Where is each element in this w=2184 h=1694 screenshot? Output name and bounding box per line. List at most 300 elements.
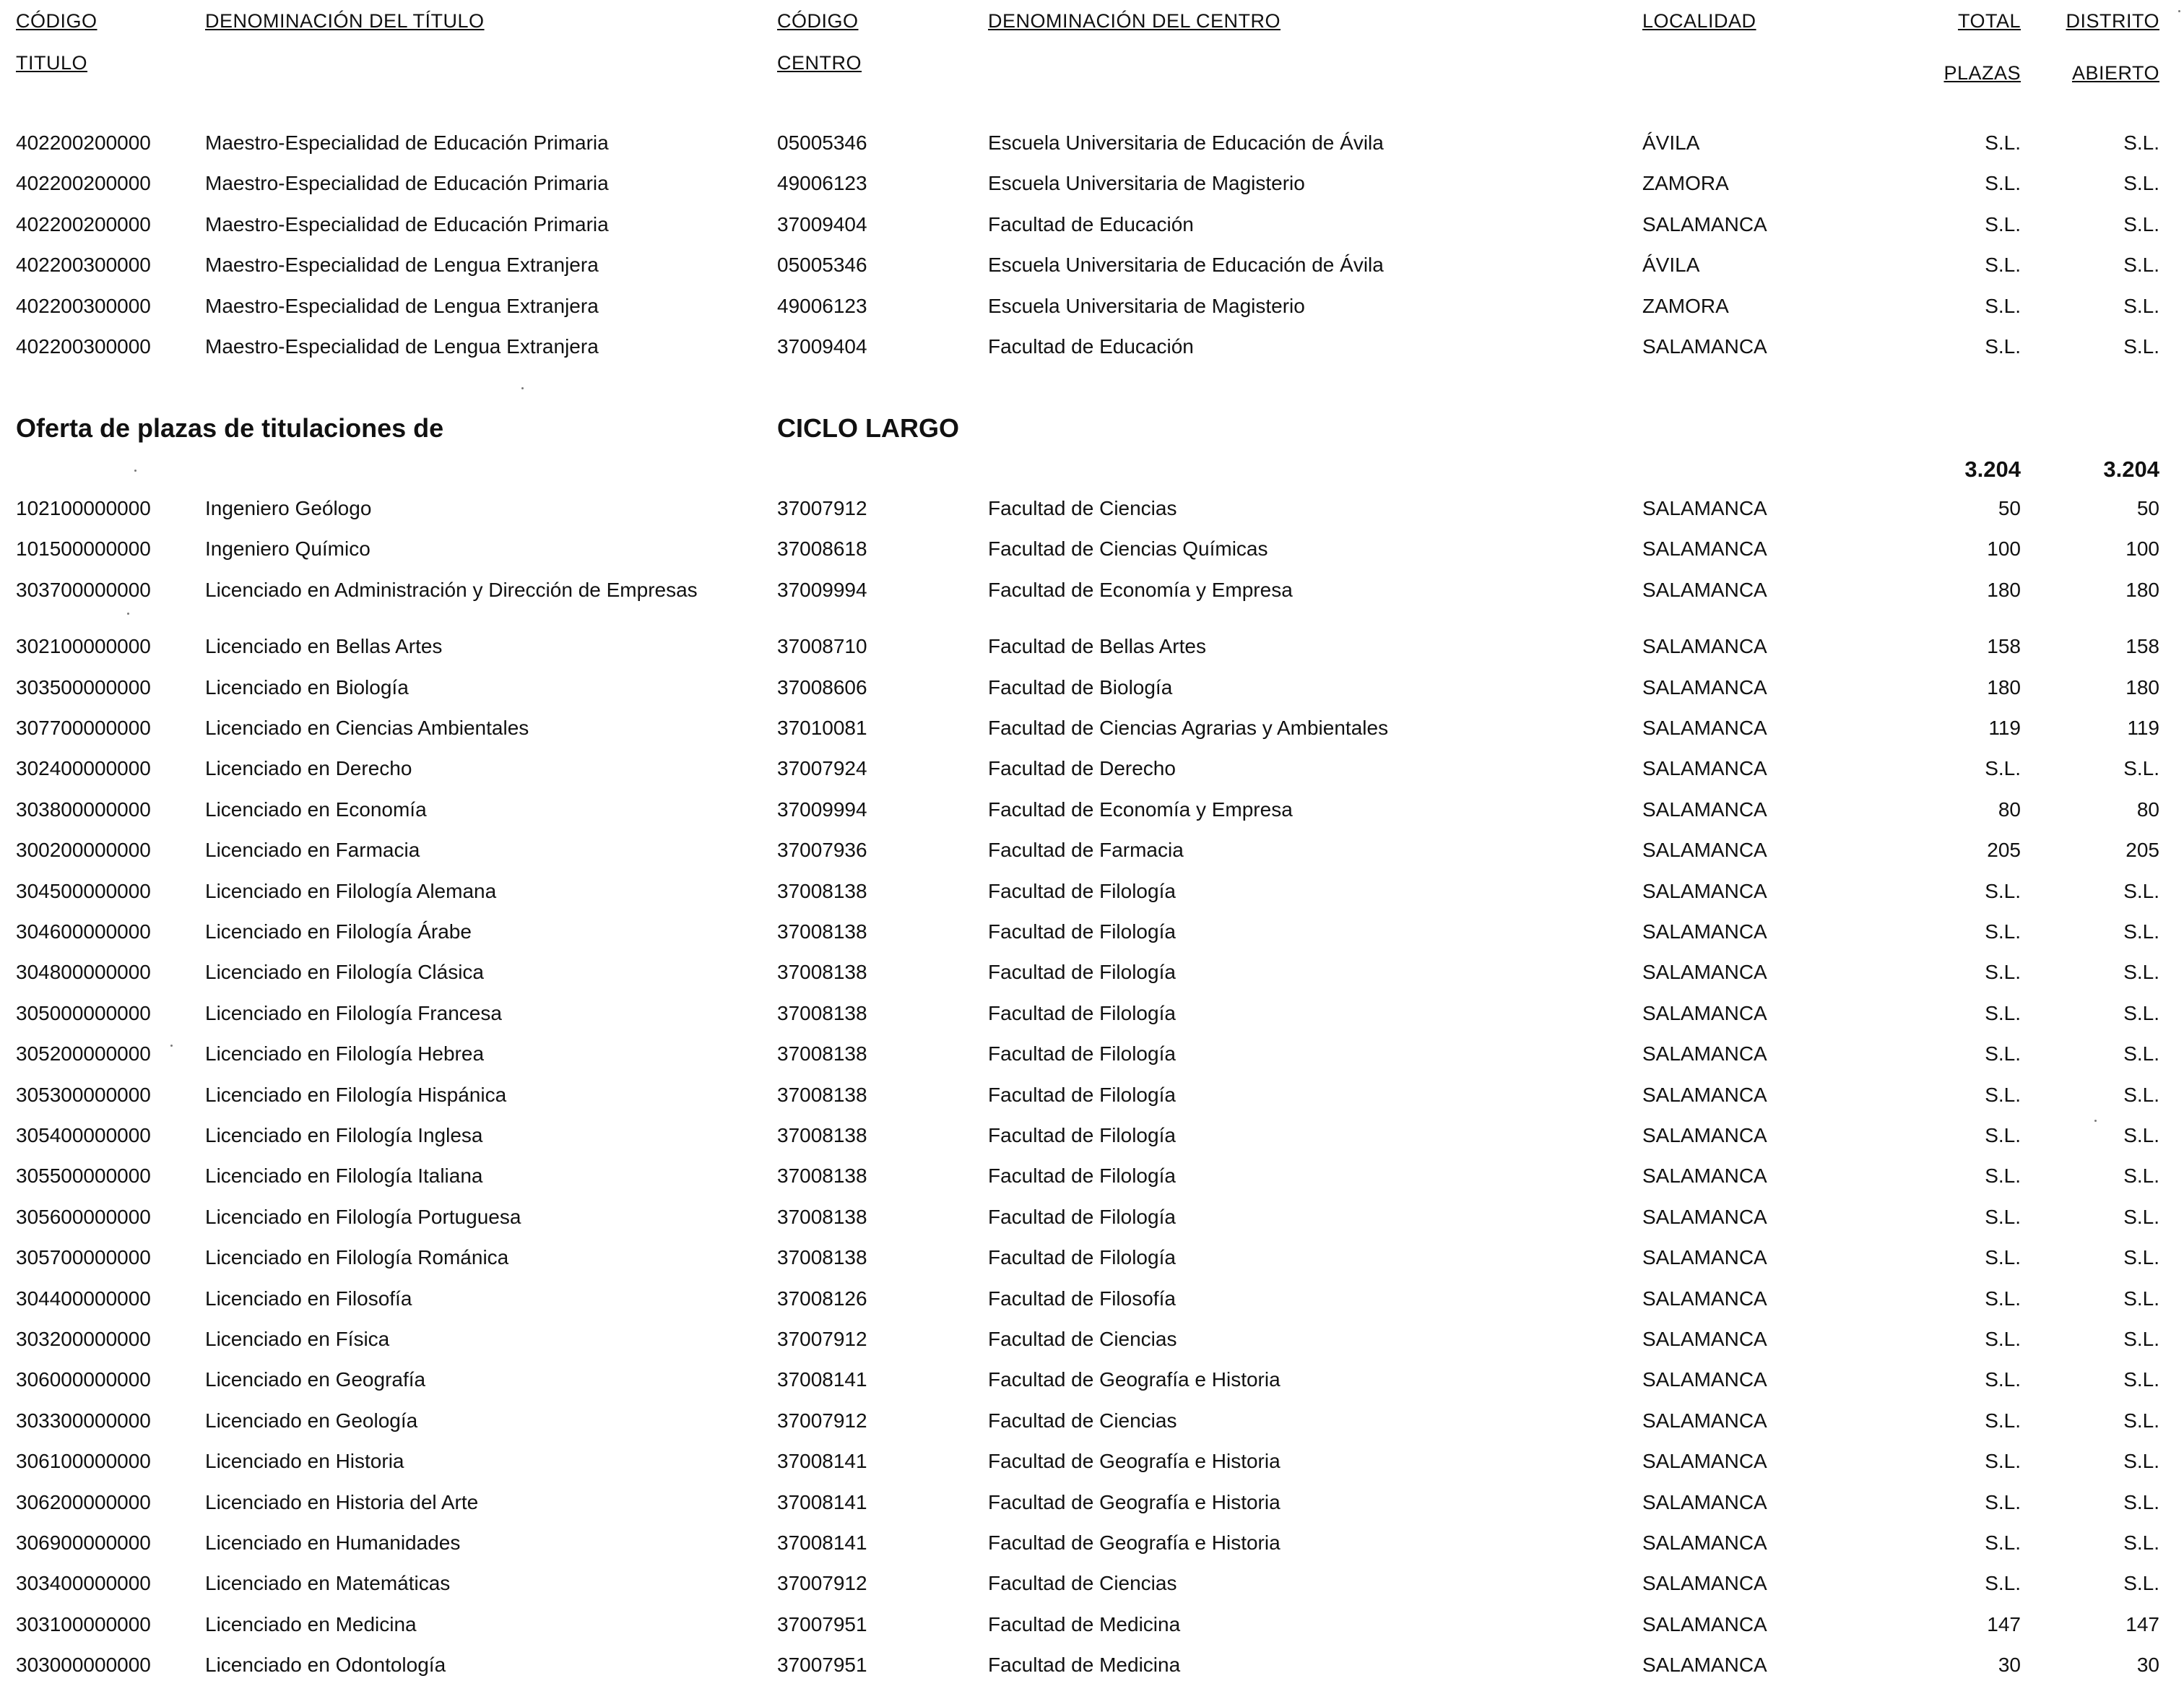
cell-total-plazas: S.L. [1985, 1205, 2021, 1228]
cell-codigo-titulo: 305500000000 [16, 1164, 151, 1188]
cell-codigo-centro: 37008138 [777, 920, 867, 943]
cell-denominacion-titulo: Licenciado en Filología Románica [205, 1246, 509, 1269]
cell-denominacion-centro: Facultad de Ciencias [988, 1409, 1177, 1432]
cell-localidad: SALAMANCA [1642, 717, 1767, 739]
cell-codigo-centro: 05005346 [777, 131, 867, 154]
cell-localidad: ÁVILA [1642, 254, 1700, 277]
cell-distrito-abierto: S.L. [2123, 1450, 2159, 1473]
cell-codigo-centro: 37008141 [777, 1490, 867, 1513]
cell-total-plazas: S.L. [1985, 1287, 2021, 1310]
scan-speck [2094, 1120, 2097, 1122]
cell-denominacion-centro: Facultad de Filología [988, 1246, 1176, 1269]
cell-localidad: SALAMANCA [1642, 1368, 1767, 1391]
cell-localidad: SALAMANCA [1642, 212, 1767, 235]
table-row [0, 169, 2184, 204]
cell-denominacion-titulo: Licenciado en Odontología [205, 1654, 446, 1677]
cell-codigo-titulo: 306200000000 [16, 1490, 151, 1513]
cell-codigo-titulo: 305700000000 [16, 1246, 151, 1269]
cell-denominacion-centro: Escuela Universitaria de Magisterio [988, 294, 1305, 317]
cell-total-plazas: S.L. [1985, 1450, 2021, 1473]
cell-localidad: SALAMANCA [1642, 1409, 1767, 1432]
table-row [0, 210, 2184, 245]
cell-localidad: SALAMANCA [1642, 1572, 1767, 1595]
cell-denominacion-titulo: Ingeniero Químico [205, 537, 370, 561]
header-codigo-titulo-line1: CÓDIGO [16, 10, 98, 32]
table-row [0, 1651, 2184, 1685]
cell-codigo-centro: 37010081 [777, 717, 867, 739]
cell-codigo-titulo: 303400000000 [16, 1572, 151, 1595]
cell-distrito-abierto: 30 [2136, 1654, 2159, 1677]
cell-total-plazas: S.L. [1985, 1001, 2021, 1024]
cell-localidad: SALAMANCA [1642, 1001, 1767, 1024]
cell-localidad: SALAMANCA [1642, 497, 1767, 519]
cell-localidad: SALAMANCA [1642, 1083, 1767, 1106]
table-row [0, 129, 2184, 163]
cell-distrito-abierto: S.L. [2123, 1205, 2159, 1228]
cell-codigo-titulo: 305600000000 [16, 1205, 151, 1228]
scan-speck [2178, 10, 2180, 12]
header-codigo-centro-line2: CENTRO [777, 52, 862, 74]
total-plazas-value: 3.204 [1964, 457, 2021, 482]
table-row [0, 332, 2184, 367]
cell-distrito-abierto: 180 [2126, 578, 2159, 601]
cell-codigo-titulo: 303000000000 [16, 1654, 151, 1677]
cell-denominacion-centro: Facultad de Filología [988, 1164, 1176, 1188]
cell-denominacion-titulo: Licenciado en Derecho [205, 757, 412, 780]
cell-codigo-centro: 37008138 [777, 1124, 867, 1146]
cell-codigo-centro: 37007912 [777, 1572, 867, 1595]
cell-denominacion-centro: Facultad de Economía y Empresa [988, 578, 1293, 601]
cell-denominacion-titulo: Licenciado en Geografía [205, 1368, 426, 1391]
cell-codigo-titulo: 304500000000 [16, 879, 151, 902]
cell-distrito-abierto: S.L. [2123, 1328, 2159, 1350]
cell-distrito-abierto: 147 [2126, 1612, 2159, 1635]
cell-distrito-abierto: S.L. [2123, 1164, 2159, 1188]
cell-codigo-centro: 37007912 [777, 497, 867, 519]
table-row [0, 1081, 2184, 1115]
cell-codigo-centro: 37007936 [777, 839, 867, 862]
cell-codigo-titulo: 402200300000 [16, 335, 151, 358]
cell-codigo-titulo: 304400000000 [16, 1287, 151, 1310]
cell-denominacion-centro: Facultad de Filología [988, 1083, 1176, 1106]
cell-codigo-centro: 37009404 [777, 212, 867, 235]
cell-denominacion-centro: Escuela Universitaria de Educación de Ávila [988, 254, 1384, 277]
cell-total-plazas: S.L. [1985, 1368, 2021, 1391]
cell-denominacion-centro: Facultad de Bellas Artes [988, 635, 1206, 658]
cell-distrito-abierto: S.L. [2123, 212, 2159, 235]
cell-codigo-centro: 37008138 [777, 1205, 867, 1228]
cell-codigo-centro: 37008138 [777, 1164, 867, 1188]
cell-codigo-titulo: 304600000000 [16, 920, 151, 943]
cell-localidad: SALAMANCA [1642, 879, 1767, 902]
cell-total-plazas: S.L. [1985, 920, 2021, 943]
cell-codigo-titulo: 303300000000 [16, 1409, 151, 1432]
cell-denominacion-centro: Facultad de Biología [988, 675, 1173, 699]
header-denominacion-titulo: DENOMINACIÓN DEL TÍTULO [205, 10, 485, 32]
table-row [0, 877, 2184, 912]
cell-codigo-centro: 37008606 [777, 675, 867, 699]
cell-localidad: SALAMANCA [1642, 635, 1767, 658]
cell-codigo-titulo: 402200200000 [16, 172, 151, 195]
cell-total-plazas: S.L. [1985, 1164, 2021, 1188]
cell-codigo-centro: 37008138 [777, 1246, 867, 1269]
cell-codigo-titulo: 303200000000 [16, 1328, 151, 1350]
cell-total-plazas: 119 [1988, 717, 2021, 739]
cell-localidad: ZAMORA [1642, 294, 1729, 317]
cell-localidad: SALAMANCA [1642, 1164, 1767, 1188]
cell-codigo-titulo: 302400000000 [16, 757, 151, 780]
table-row [0, 1406, 2184, 1441]
cell-localidad: SALAMANCA [1642, 1124, 1767, 1146]
cell-localidad: SALAMANCA [1642, 1042, 1767, 1066]
cell-total-plazas: S.L. [1985, 294, 2021, 317]
cell-total-plazas: 180 [1987, 578, 2021, 601]
cell-codigo-titulo: 101500000000 [16, 537, 151, 561]
section-heading [0, 413, 2184, 449]
cell-denominacion-titulo: Licenciado en Filosofía [205, 1287, 412, 1310]
cell-distrito-abierto: S.L. [2123, 172, 2159, 195]
section-title-left: Oferta de plazas de titulaciones de [16, 413, 444, 443]
table-row [0, 1203, 2184, 1237]
cell-total-plazas: S.L. [1985, 254, 2021, 277]
cell-distrito-abierto: S.L. [2123, 1287, 2159, 1310]
cell-denominacion-centro: Facultad de Ciencias Agrarias y Ambientales [988, 717, 1389, 739]
cell-localidad: SALAMANCA [1642, 1246, 1767, 1269]
cell-denominacion-titulo: Maestro-Especialidad de Educación Primaria [205, 172, 609, 195]
cell-localidad: SALAMANCA [1642, 1531, 1767, 1554]
cell-total-plazas: S.L. [1985, 1246, 2021, 1269]
cell-codigo-titulo: 304800000000 [16, 961, 151, 984]
cell-denominacion-centro: Facultad de Filología [988, 961, 1176, 984]
cell-denominacion-centro: Facultad de Geografía e Historia [988, 1531, 1280, 1554]
cell-localidad: SALAMANCA [1642, 798, 1767, 821]
cell-localidad: SALAMANCA [1642, 920, 1767, 943]
cell-denominacion-centro: Facultad de Farmacia [988, 839, 1184, 862]
table-row [0, 535, 2184, 569]
cell-denominacion-titulo: Licenciado en Filología Hebrea [205, 1042, 485, 1066]
cell-total-plazas: S.L. [1985, 212, 2021, 235]
cell-codigo-centro: 37008138 [777, 1042, 867, 1066]
table-row [0, 795, 2184, 830]
table-row [0, 1569, 2184, 1604]
cell-codigo-titulo: 402200300000 [16, 294, 151, 317]
cell-codigo-titulo: 102100000000 [16, 497, 151, 519]
cell-denominacion-titulo: Licenciado en Filología Alemana [205, 879, 497, 902]
table-row [0, 958, 2184, 993]
header-denominacion-centro: DENOMINACIÓN DEL CENTRO [988, 10, 1281, 32]
cell-denominacion-titulo: Licenciado en Historia del Arte [205, 1490, 479, 1513]
cell-denominacion-titulo: Licenciado en Humanidades [205, 1531, 461, 1554]
cell-distrito-abierto: S.L. [2123, 131, 2159, 154]
table-row [0, 292, 2184, 327]
cell-codigo-titulo: 402200200000 [16, 212, 151, 235]
cell-total-plazas: 205 [1987, 839, 2021, 862]
cell-total-plazas: 80 [1998, 798, 2021, 821]
cell-distrito-abierto: S.L. [2123, 1490, 2159, 1513]
cell-codigo-centro: 37007912 [777, 1409, 867, 1432]
table-row [0, 1488, 2184, 1523]
cell-codigo-titulo: 302100000000 [16, 635, 151, 658]
cell-denominacion-titulo: Licenciado en Farmacia [205, 839, 420, 862]
cell-total-plazas: 180 [1987, 675, 2021, 699]
header-localidad: LOCALIDAD [1642, 10, 1756, 32]
cell-codigo-titulo: 305000000000 [16, 1001, 151, 1024]
cell-codigo-titulo: 303100000000 [16, 1612, 151, 1635]
cell-denominacion-centro: Facultad de Filología [988, 1001, 1176, 1024]
cell-denominacion-centro: Facultad de Educación [988, 335, 1194, 358]
table-header [0, 0, 2184, 101]
cell-denominacion-centro: Facultad de Filología [988, 1124, 1176, 1146]
cell-codigo-centro: 37008138 [777, 1083, 867, 1106]
cell-localidad: SALAMANCA [1642, 961, 1767, 984]
cell-denominacion-titulo: Licenciado en Medicina [205, 1612, 417, 1635]
cell-codigo-titulo: 305400000000 [16, 1124, 151, 1146]
cell-total-plazas: S.L. [1985, 1124, 2021, 1146]
cell-denominacion-titulo: Maestro-Especialidad de Educación Primaria [205, 212, 609, 235]
cell-distrito-abierto: S.L. [2123, 1531, 2159, 1554]
cell-distrito-abierto: 100 [2126, 537, 2159, 561]
cell-denominacion-titulo: Maestro-Especialidad de Lengua Extranjera [205, 335, 599, 358]
cell-denominacion-titulo: Licenciado en Historia [205, 1450, 404, 1473]
cell-codigo-centro: 37009994 [777, 798, 867, 821]
table-row [0, 1284, 2184, 1319]
table-row [0, 251, 2184, 285]
table-row [0, 714, 2184, 748]
cell-codigo-centro: 37008138 [777, 1001, 867, 1024]
table-row [0, 1529, 2184, 1563]
table-row [0, 999, 2184, 1034]
cell-denominacion-titulo: Licenciado en Geología [205, 1409, 418, 1432]
cell-distrito-abierto: S.L. [2123, 1042, 2159, 1066]
cell-codigo-centro: 37007924 [777, 757, 867, 780]
cell-distrito-abierto: S.L. [2123, 1409, 2159, 1432]
cell-denominacion-centro: Facultad de Educación [988, 212, 1194, 235]
cell-total-plazas: S.L. [1985, 1572, 2021, 1595]
cell-codigo-centro: 37008141 [777, 1368, 867, 1391]
cell-distrito-abierto: 205 [2126, 839, 2159, 862]
cell-distrito-abierto: S.L. [2123, 294, 2159, 317]
cell-distrito-abierto: S.L. [2123, 1083, 2159, 1106]
cell-denominacion-titulo: Licenciado en Biología [205, 675, 409, 699]
cell-distrito-abierto: S.L. [2123, 920, 2159, 943]
cell-distrito-abierto: 180 [2126, 675, 2159, 699]
scan-speck [170, 1045, 173, 1047]
cell-codigo-titulo: 303800000000 [16, 798, 151, 821]
cell-distrito-abierto: 158 [2126, 635, 2159, 658]
cell-total-plazas: S.L. [1985, 1531, 2021, 1554]
cell-codigo-titulo: 307700000000 [16, 717, 151, 739]
header-codigo-titulo-line2: TITULO [16, 52, 88, 74]
cell-denominacion-centro: Facultad de Filología [988, 879, 1176, 902]
cell-codigo-centro: 37008141 [777, 1531, 867, 1554]
cell-denominacion-centro: Facultad de Filología [988, 920, 1176, 943]
cell-total-plazas: S.L. [1985, 1490, 2021, 1513]
header-distrito-abierto-line2: ABIERTO [2071, 62, 2159, 84]
cell-distrito-abierto: S.L. [2123, 757, 2159, 780]
cell-codigo-centro: 49006123 [777, 294, 867, 317]
cell-denominacion-centro: Facultad de Filología [988, 1042, 1176, 1066]
cell-denominacion-titulo: Licenciado en Física [205, 1328, 390, 1350]
cell-total-plazas: S.L. [1985, 172, 2021, 195]
cell-localidad: SALAMANCA [1642, 1328, 1767, 1350]
cell-localidad: SALAMANCA [1642, 1612, 1767, 1635]
cell-codigo-titulo: 306900000000 [16, 1531, 151, 1554]
cell-codigo-titulo: 402200300000 [16, 254, 151, 277]
table-row [0, 917, 2184, 952]
cell-localidad: SALAMANCA [1642, 675, 1767, 699]
cell-total-plazas: 147 [1987, 1612, 2021, 1635]
cell-denominacion-centro: Facultad de Geografía e Historia [988, 1450, 1280, 1473]
cell-distrito-abierto: 119 [2127, 717, 2159, 739]
cell-denominacion-centro: Facultad de Geografía e Historia [988, 1490, 1280, 1513]
cell-denominacion-centro: Facultad de Geografía e Historia [988, 1368, 1280, 1391]
cell-denominacion-centro: Facultad de Medicina [988, 1654, 1181, 1677]
cell-denominacion-centro: Facultad de Economía y Empresa [988, 798, 1293, 821]
table-row [0, 1243, 2184, 1278]
cell-denominacion-titulo: Licenciado en Filología Clásica [205, 961, 484, 984]
table-row [0, 836, 2184, 870]
cell-distrito-abierto: S.L. [2123, 1572, 2159, 1595]
cell-localidad: SALAMANCA [1642, 1450, 1767, 1473]
cell-denominacion-centro: Facultad de Filología [988, 1205, 1176, 1228]
cell-denominacion-centro: Facultad de Derecho [988, 757, 1176, 780]
cell-codigo-centro: 37008126 [777, 1287, 867, 1310]
cell-denominacion-centro: Escuela Universitaria de Educación de Ávila [988, 131, 1384, 154]
cell-codigo-centro: 37008141 [777, 1450, 867, 1473]
cell-denominacion-titulo: Licenciado en Filología Árabe [205, 920, 472, 943]
table-row [0, 494, 2184, 529]
cell-denominacion-titulo: Licenciado en Filología Francesa [205, 1001, 502, 1024]
cell-denominacion-titulo: Maestro-Especialidad de Lengua Extranjera [205, 254, 599, 277]
cell-localidad: SALAMANCA [1642, 1490, 1767, 1513]
cell-localidad: SALAMANCA [1642, 578, 1767, 601]
cell-denominacion-titulo: Licenciado en Filología Portuguesa [205, 1205, 521, 1228]
scan-speck [521, 387, 524, 389]
cell-distrito-abierto: S.L. [2123, 1124, 2159, 1146]
scan-speck [127, 613, 129, 615]
cell-total-plazas: S.L. [1985, 1328, 2021, 1350]
cell-localidad: ÁVILA [1642, 131, 1700, 154]
cell-distrito-abierto: 80 [2136, 798, 2159, 821]
cell-total-plazas: S.L. [1985, 131, 2021, 154]
section-title-right: CICLO LARGO [777, 413, 959, 443]
cell-localidad: SALAMANCA [1642, 1287, 1767, 1310]
header-total-plazas-line1: TOTAL [1957, 10, 2021, 32]
cell-denominacion-centro: Facultad de Ciencias [988, 1572, 1177, 1595]
cell-codigo-centro: 37008138 [777, 961, 867, 984]
cell-denominacion-centro: Facultad de Ciencias [988, 1328, 1177, 1350]
header-distrito-abierto-line1: DISTRITO [2066, 10, 2159, 32]
cell-distrito-abierto: S.L. [2123, 1001, 2159, 1024]
section-totals [0, 457, 2184, 488]
cell-denominacion-titulo: Licenciado en Bellas Artes [205, 635, 443, 658]
cell-distrito-abierto: S.L. [2123, 879, 2159, 902]
cell-codigo-centro: 37008710 [777, 635, 867, 658]
cell-localidad: SALAMANCA [1642, 335, 1767, 358]
cell-localidad: SALAMANCA [1642, 1205, 1767, 1228]
cell-localidad: SALAMANCA [1642, 1654, 1767, 1677]
cell-total-plazas: S.L. [1985, 1083, 2021, 1106]
cell-localidad: SALAMANCA [1642, 757, 1767, 780]
cell-total-plazas: 100 [1987, 537, 2021, 561]
cell-distrito-abierto: S.L. [2123, 335, 2159, 358]
cell-denominacion-centro: Facultad de Ciencias [988, 497, 1177, 519]
cell-codigo-centro: 05005346 [777, 254, 867, 277]
cell-distrito-abierto: S.L. [2123, 1246, 2159, 1269]
cell-localidad: SALAMANCA [1642, 839, 1767, 862]
cell-codigo-titulo: 306000000000 [16, 1368, 151, 1391]
cell-distrito-abierto: S.L. [2123, 254, 2159, 277]
table-row [0, 1040, 2184, 1074]
cell-codigo-titulo: 306100000000 [16, 1450, 151, 1473]
cell-denominacion-titulo: Licenciado en Filología Italiana [205, 1164, 483, 1188]
cell-denominacion-centro: Facultad de Medicina [988, 1612, 1181, 1635]
cell-total-plazas: 158 [1987, 635, 2021, 658]
table-row [0, 1121, 2184, 1156]
cell-codigo-titulo: 305200000000 [16, 1042, 151, 1066]
cell-denominacion-centro: Escuela Universitaria de Magisterio [988, 172, 1305, 195]
table-row [0, 576, 2184, 610]
cell-denominacion-titulo: Licenciado en Ciencias Ambientales [205, 717, 529, 739]
cell-denominacion-titulo: Licenciado en Filología Hispánica [205, 1083, 507, 1106]
cell-codigo-centro: 37007951 [777, 1654, 867, 1677]
cell-codigo-centro: 37007912 [777, 1328, 867, 1350]
cell-denominacion-titulo: Ingeniero Geólogo [205, 497, 372, 519]
table-row [0, 632, 2184, 667]
cell-codigo-titulo: 305300000000 [16, 1083, 151, 1106]
cell-total-plazas: 30 [1998, 1654, 2021, 1677]
cell-denominacion-titulo: Maestro-Especialidad de Educación Primaria [205, 131, 609, 154]
header-total-plazas-line2: PLAZAS [1944, 62, 2021, 84]
cell-total-plazas: S.L. [1985, 961, 2021, 984]
table-row [0, 1162, 2184, 1196]
cell-codigo-titulo: 300200000000 [16, 839, 151, 862]
cell-denominacion-titulo: Licenciado en Economía [205, 798, 427, 821]
cell-denominacion-centro: Facultad de Filosofía [988, 1287, 1176, 1310]
cell-denominacion-titulo: Licenciado en Administración y Dirección de Empresas [205, 578, 698, 601]
cell-distrito-abierto: 50 [2136, 497, 2159, 519]
cell-codigo-centro: 37009994 [777, 578, 867, 601]
cell-total-plazas: S.L. [1985, 1042, 2021, 1066]
cell-codigo-titulo: 303500000000 [16, 675, 151, 699]
cell-distrito-abierto: S.L. [2123, 961, 2159, 984]
cell-denominacion-titulo: Maestro-Especialidad de Lengua Extranjera [205, 294, 599, 317]
cell-denominacion-centro: Facultad de Ciencias Químicas [988, 537, 1268, 561]
cell-distrito-abierto: S.L. [2123, 1368, 2159, 1391]
cell-denominacion-titulo: Licenciado en Matemáticas [205, 1572, 451, 1595]
table-row [0, 1325, 2184, 1360]
cell-codigo-centro: 37008618 [777, 537, 867, 561]
cell-total-plazas: S.L. [1985, 757, 2021, 780]
table-row [0, 1447, 2184, 1482]
total-distrito-value: 3.204 [2103, 457, 2159, 482]
table-row [0, 754, 2184, 789]
cell-codigo-centro: 37008138 [777, 879, 867, 902]
cell-total-plazas: S.L. [1985, 335, 2021, 358]
table-row [0, 1365, 2184, 1400]
cell-localidad: SALAMANCA [1642, 537, 1767, 561]
scan-speck [134, 470, 136, 472]
table-row [0, 673, 2184, 708]
cell-codigo-centro: 37009404 [777, 335, 867, 358]
cell-denominacion-titulo: Licenciado en Filología Inglesa [205, 1124, 483, 1146]
header-codigo-centro-line1: CÓDIGO [777, 10, 859, 32]
table-row [0, 1610, 2184, 1645]
cell-localidad: ZAMORA [1642, 172, 1729, 195]
cell-total-plazas: S.L. [1985, 879, 2021, 902]
cell-codigo-titulo: 303700000000 [16, 578, 151, 601]
cell-codigo-centro: 49006123 [777, 172, 867, 195]
